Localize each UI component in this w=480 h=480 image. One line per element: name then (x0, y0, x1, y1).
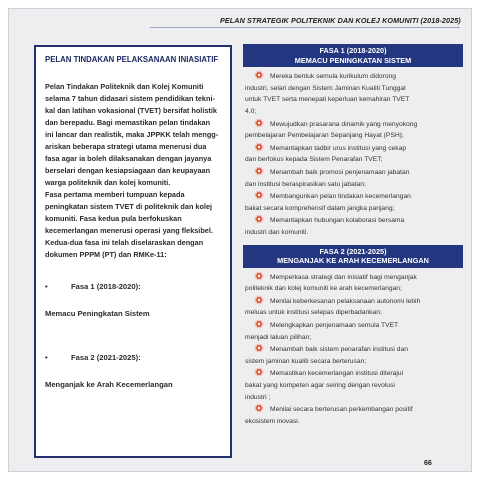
sun-bullet-icon (254, 70, 264, 80)
bullet-subtitle: Memacu Peningkatan Sistem (45, 309, 150, 318)
strategy-line (245, 130, 461, 142)
sun-bullet-icon (254, 118, 264, 128)
strategy-text: menjadi laluan pilihan; (245, 333, 312, 341)
strategy-text: 4.0; (245, 107, 257, 115)
strategy-line (245, 214, 461, 227)
strategy-line (245, 106, 461, 118)
strategy-line (245, 403, 461, 416)
strategy-text: Memperkasa strategi dan inisiatif bagi menganjak (270, 273, 417, 281)
running-header: PELAN STRATEGIK POLITEKNIK DAN KOLEJ KOMUNITI (2018-2025) (220, 16, 461, 25)
phase2-banner (243, 245, 463, 268)
strategy-text: dan berfokus kepada Sistem Penarafan TVET; (245, 156, 383, 164)
bullet-marker: • (45, 282, 48, 291)
strategy-line (245, 154, 461, 166)
strategy-text: ekosistem inovasi. (245, 417, 300, 425)
phases-column (243, 44, 463, 427)
body-line: Kedua-dua fasa ini telah diselaraskan dengan (45, 238, 204, 247)
body-line: warga politeknik dan kolej komuniti. (45, 178, 171, 187)
body-line: fasa agar ia boleh dilaksanakan dengan jayanya (45, 154, 212, 163)
strategy-line (245, 332, 461, 344)
sun-bullet-icon (254, 190, 264, 200)
strategy-text: Mewujudkan prasarana dinamik yang menyokong (270, 120, 418, 128)
strategy-line (245, 190, 461, 203)
strategy-line (245, 166, 461, 179)
strategy-text: meluas untuk institusi selepas diperbadankan; (245, 309, 382, 317)
strategy-text: untuk TVET serta menepati keperluan kemahiran TVET (245, 96, 410, 104)
sun-bullet-icon (254, 295, 264, 305)
strategy-line (245, 70, 461, 83)
strategy-line (245, 142, 461, 155)
strategy-text: bakat yang kompeten agar seiring dengan revolusi (245, 382, 395, 390)
bullet-subtitle: Menganjak ke Arah Kecemerlangan (45, 380, 173, 389)
strategy-text: Menilai secara berterusan perkembangan positif (270, 406, 413, 414)
strategy-line (245, 307, 461, 319)
strategy-text: Memastikan kecemerlangan institusi diterajui (270, 370, 404, 378)
phase1-title: FASA 1 (2018-2020) (319, 46, 387, 55)
sun-bullet-icon (254, 271, 264, 281)
strategy-line (245, 271, 461, 284)
phase-bullet (45, 352, 223, 364)
strategy-line (245, 367, 461, 380)
strategy-line (245, 380, 461, 392)
strategy-text: industri ; (245, 393, 271, 401)
strategy-text: Memantapkan hubungan kolaborasi bersama (270, 217, 405, 225)
bullet-label: Fasa 2 (2021-2025): (71, 353, 141, 362)
body-line: Fasa pertama memberi tumpuan kepada (45, 190, 185, 199)
sun-bullet-icon (254, 214, 264, 224)
strategy-text: Melengkapkan penjenamaan semula TVET (270, 322, 399, 330)
bullet-marker: • (45, 353, 48, 362)
strategy-line (245, 203, 461, 215)
sun-bullet-icon (254, 343, 264, 353)
strategy-text: industri, selari dengan Sistem Jaminan Kualiti Tunggal (245, 84, 406, 92)
sun-bullet-icon (254, 319, 264, 329)
body-line: ini lancar dan realistik, maka JPPKK telah mengg- (45, 130, 219, 139)
strategy-line (245, 343, 461, 356)
strategy-text: dan institusi beraspirasikan satu jabatan; (245, 180, 366, 188)
bullet-label: Fasa 1 (2018-2020): (71, 282, 141, 291)
header-rule (150, 27, 460, 28)
sun-bullet-icon (254, 403, 264, 413)
strategy-line (245, 83, 461, 95)
body-line: selama 7 tahun didasari sistem pendidikan tekni- (45, 94, 215, 103)
phase-bullet (45, 281, 223, 293)
strategy-text: Memantapkan tadbir urus institusi yang cekap (270, 144, 407, 152)
phase1-items (243, 67, 463, 238)
body-line: kecemerlangan menerusi operasi yang fleksibel. (45, 226, 213, 235)
body-line: peningkatan sistem TVET di politeknik dan kolej (45, 202, 213, 211)
body-line: komuniti. Fasa kedua pula berfokuskan (45, 214, 182, 223)
action-plan-panel (34, 45, 232, 458)
strategy-text: Membangunkan pelan tindakan kecemerlangan (270, 193, 411, 201)
page-number: 66 (424, 460, 432, 467)
body-line: Pelan Tindakan Politeknik dan Kolej Komuniti (45, 82, 204, 91)
phase2-title: FASA 2 (2021-2025) (319, 246, 387, 256)
strategy-line (245, 283, 461, 295)
strategy-text: Menambah baik sistem penarafan institusi dan (270, 346, 408, 354)
body-line: berselari dengan kesiapsiagaan dan keupayaan (45, 166, 211, 175)
body-line: ariskan beberapa strategi utama menerusi dua (45, 142, 207, 151)
strategy-text: pembelajaran Pembelajaran Sepanjang Hayat (PSH); (245, 132, 404, 140)
strategy-line (245, 179, 461, 191)
phase2-subtitle: MENGANJAK KE ARAH KECEMERLANGAN (277, 256, 429, 266)
strategy-line (245, 392, 461, 404)
strategy-text: Mereka bentuk semula kurikulum didorong (270, 73, 397, 81)
strategy-line (245, 118, 461, 131)
phase1-banner (243, 44, 463, 67)
phase2-items (243, 268, 463, 428)
strategy-line (245, 94, 461, 106)
panel-body (45, 81, 223, 261)
strategy-line (245, 416, 461, 428)
phase1-subtitle: MEMACU PENINGKATAN SISTEM (294, 55, 412, 65)
strategy-text: politeknik dan kolej komuniti ke arah kecemerlangan; (245, 285, 402, 293)
body-line: dokumen PPPM (PT) dan RMKe-11: (45, 250, 167, 259)
body-line: kal dan latihan vokasional (TVET) bersifat holistik (45, 106, 217, 115)
strategy-text: sistem jaminan kualiti secara berterusan; (245, 357, 367, 365)
sun-bullet-icon (254, 142, 264, 152)
strategy-text: bakat secara komprehensif dalam jangka panjang; (245, 204, 395, 212)
panel-title: PELAN TINDAKAN PELAKSANAAN INIASIATIF (45, 55, 219, 64)
sun-bullet-icon (254, 166, 264, 176)
strategy-text: Menambah baik promosi penjenamaan jabatan (270, 168, 410, 176)
strategy-line (245, 356, 461, 368)
strategy-line (245, 295, 461, 308)
strategy-text: Menilai keberkesanan pelaksanaan autonomi lebih (270, 297, 421, 305)
strategy-line (245, 319, 461, 332)
body-line: dan berepadu. Bagi memastikan pelan tindakan (45, 118, 211, 127)
strategy-line (245, 227, 461, 239)
strategy-text: industri dan komuniti. (245, 228, 309, 236)
sun-bullet-icon (254, 367, 264, 377)
